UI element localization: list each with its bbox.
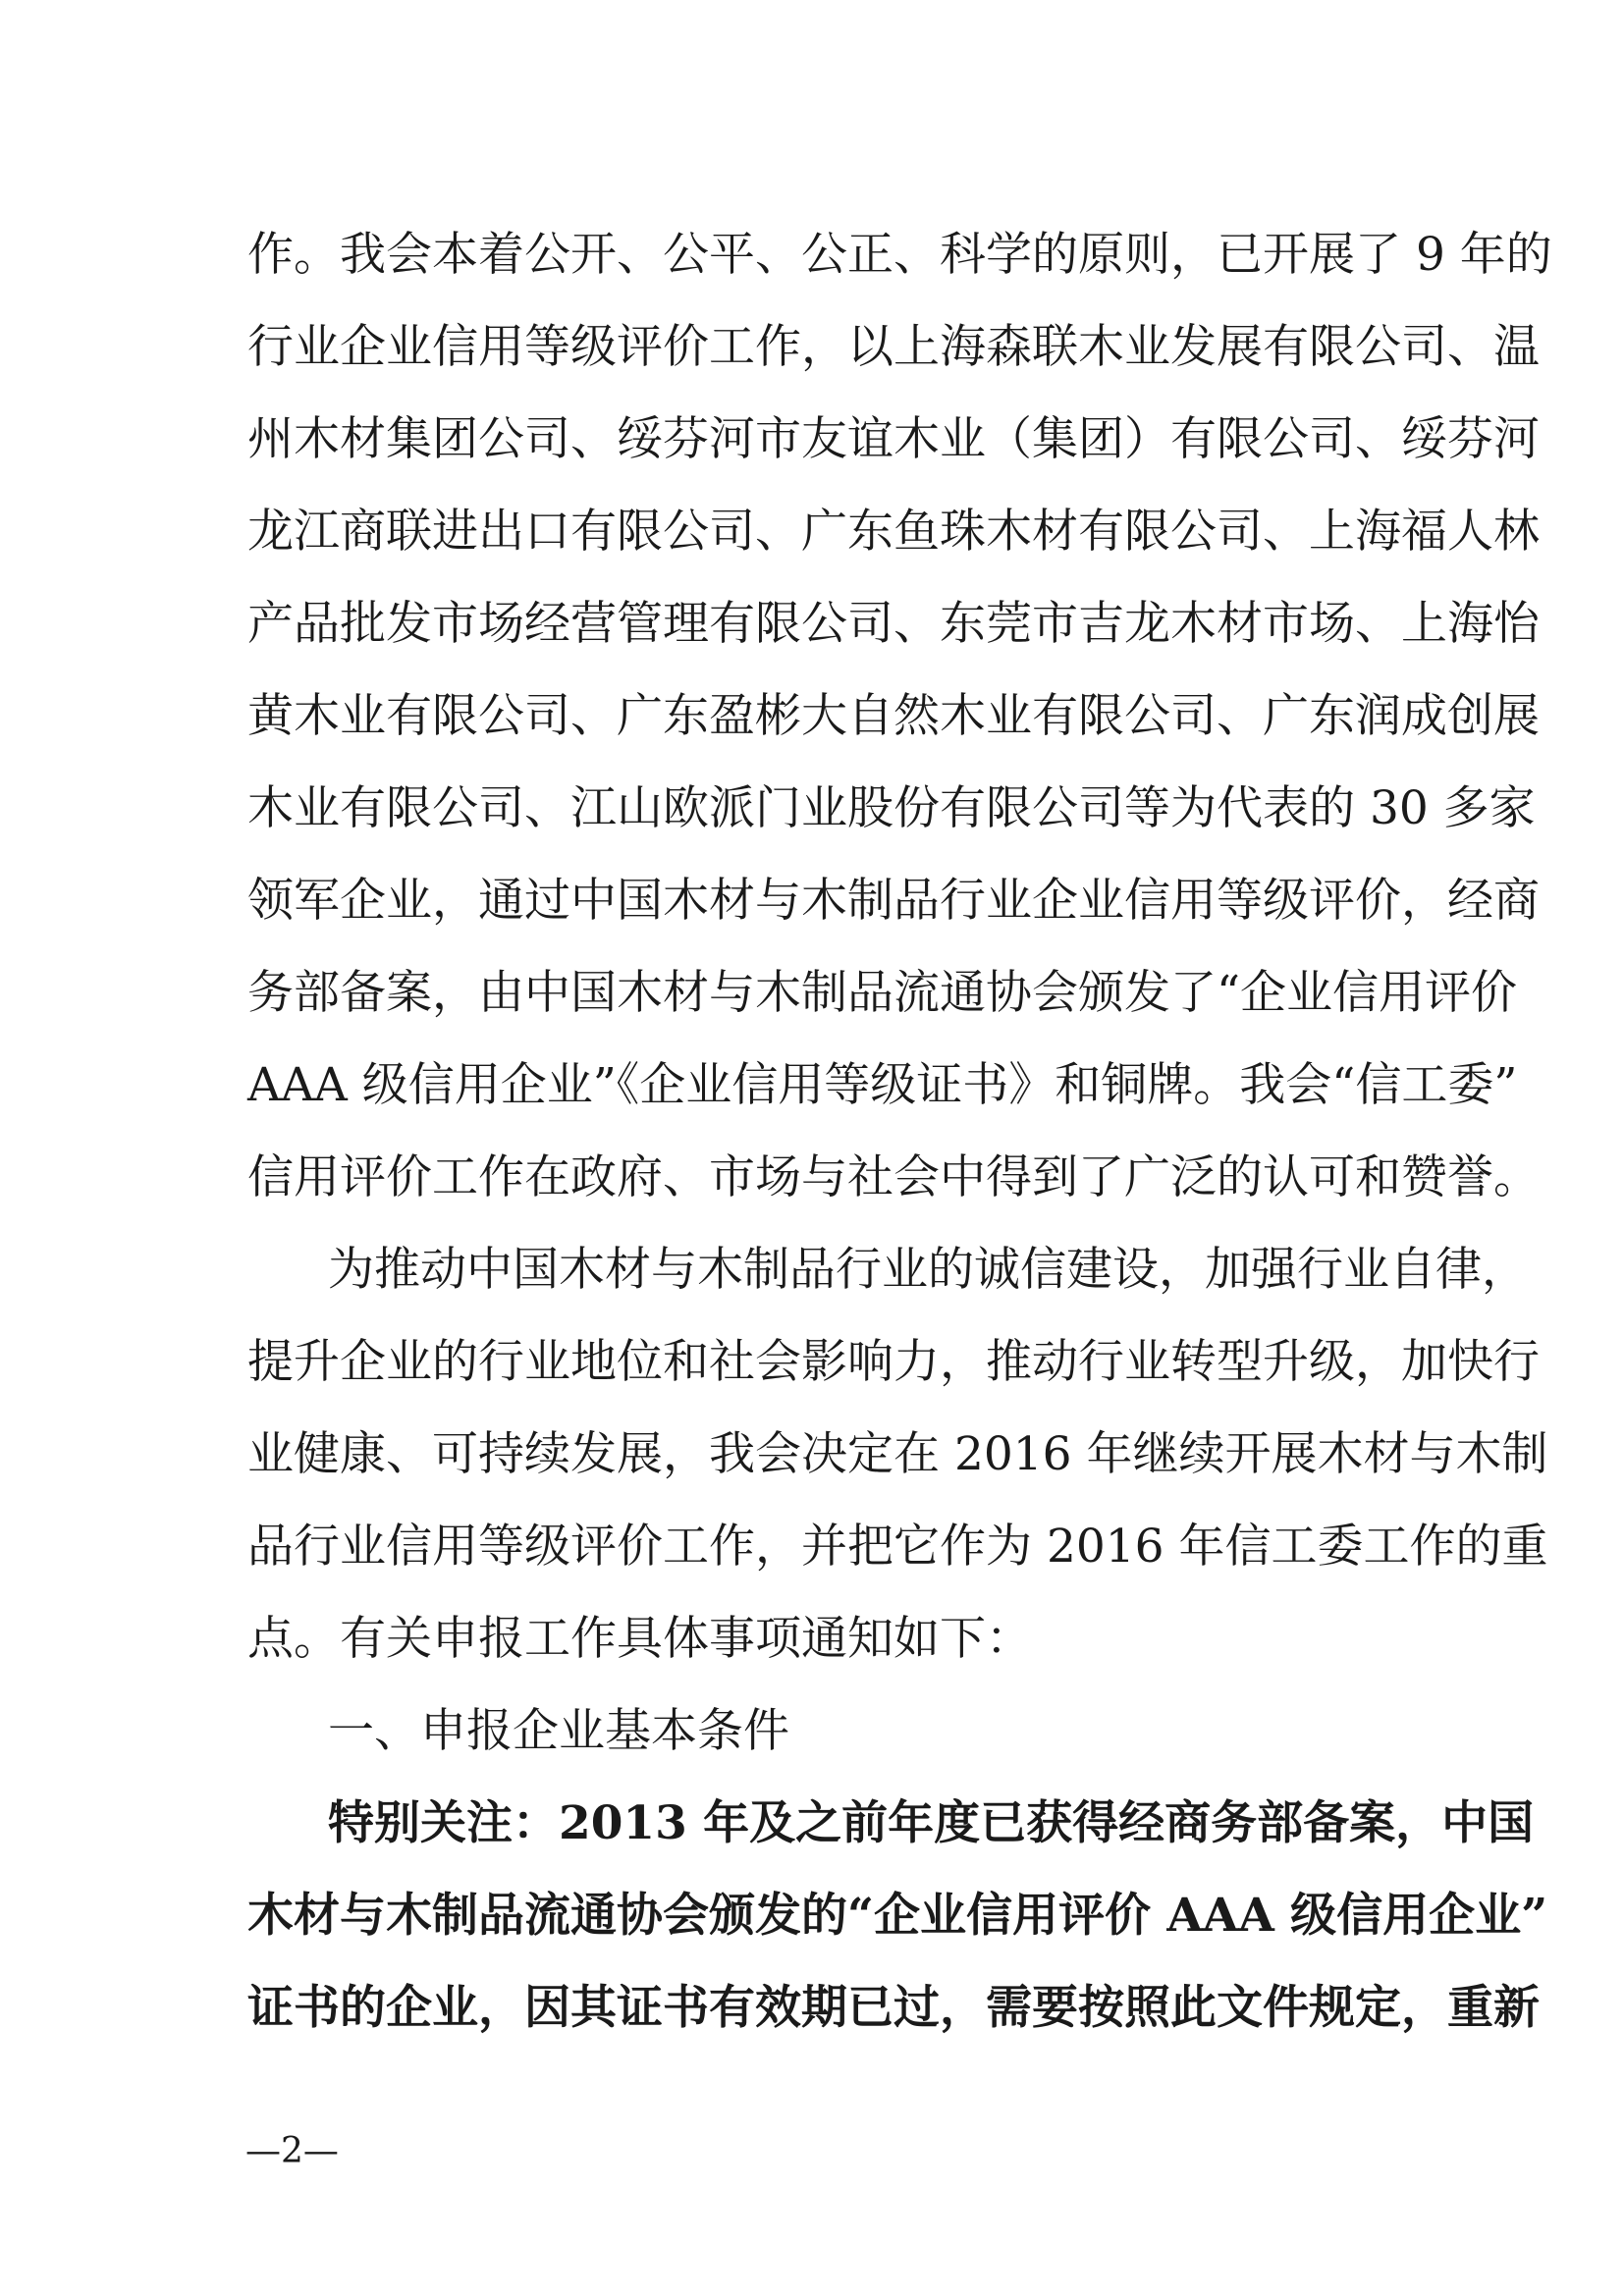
paragraph-1-line-2: 行业企业信用等级评价工作，以上海森联木业发展有限公司、温 <box>247 320 1540 374</box>
paragraph-1-line-8: 领军企业，通过中国木材与木制品行业企业信用等级评价，经商 <box>247 874 1540 928</box>
paragraph-2-line-4: 品行业信用等级评价工作，并把它作为 2016 年信工委工作的重 <box>247 1520 1548 1574</box>
paragraph-1-line-9: 务部备案，由中国木材与木制品流通协会颁发了“企业信用评价 <box>247 966 1518 1020</box>
section-heading: 一、申报企业基本条件 <box>328 1704 789 1758</box>
notice-line-1: 特别关注：2013 年及之前年度已获得经商务部备案，中国 <box>328 1796 1535 1850</box>
paragraph-1-line-1: 作。我会本着公开、公平、公正、科学的原则，已开展了 9 年的 <box>247 228 1552 282</box>
paragraph-1-line-6: 黄木业有限公司、广东盈彬大自然木业有限公司、广东润成创展 <box>247 689 1540 743</box>
paragraph-1-line-11: 信用评价工作在政府、市场与社会中得到了广泛的认可和赞誉。 <box>247 1150 1540 1204</box>
paragraph-2-line-1: 为推动中国木材与木制品行业的诚信建设，加强行业自律， <box>328 1243 1528 1297</box>
paragraph-2-line-5: 点。有关申报工作具体事项通知如下： <box>247 1612 1032 1666</box>
paragraph-2-line-3: 业健康、可持续发展，我会决定在 2016 年继续开展木材与木制 <box>247 1427 1548 1481</box>
paragraph-1-line-3: 州木材集团公司、绥芬河市友谊木业（集团）有限公司、绥芬河 <box>247 412 1540 466</box>
notice-line-2: 木材与木制品流通协会颁发的“企业信用评价 AAA 级信用企业” <box>247 1889 1548 1943</box>
paragraph-1-line-7: 木业有限公司、江山欧派门业股份有限公司等为代表的 30 多家 <box>247 781 1536 835</box>
paragraph-1-line-4: 龙江商联进出口有限公司、广东鱼珠木材有限公司、上海福人林 <box>247 505 1540 559</box>
paragraph-1-line-5: 产品批发市场经营管理有限公司、东莞市吉龙木材市场、上海怡 <box>247 597 1540 651</box>
notice-line-3: 证书的企业，因其证书有效期已过，需要按照此文件规定，重新 <box>247 1981 1540 2035</box>
paragraph-1-line-10: AAA 级信用企业”《企业信用等级证书》和铜牌。我会“信工委” <box>247 1058 1518 1112</box>
paragraph-2-line-2: 提升企业的行业地位和社会影响力，推动行业转型升级，加快行 <box>247 1335 1540 1389</box>
page-number: —2— <box>245 2131 339 2171</box>
